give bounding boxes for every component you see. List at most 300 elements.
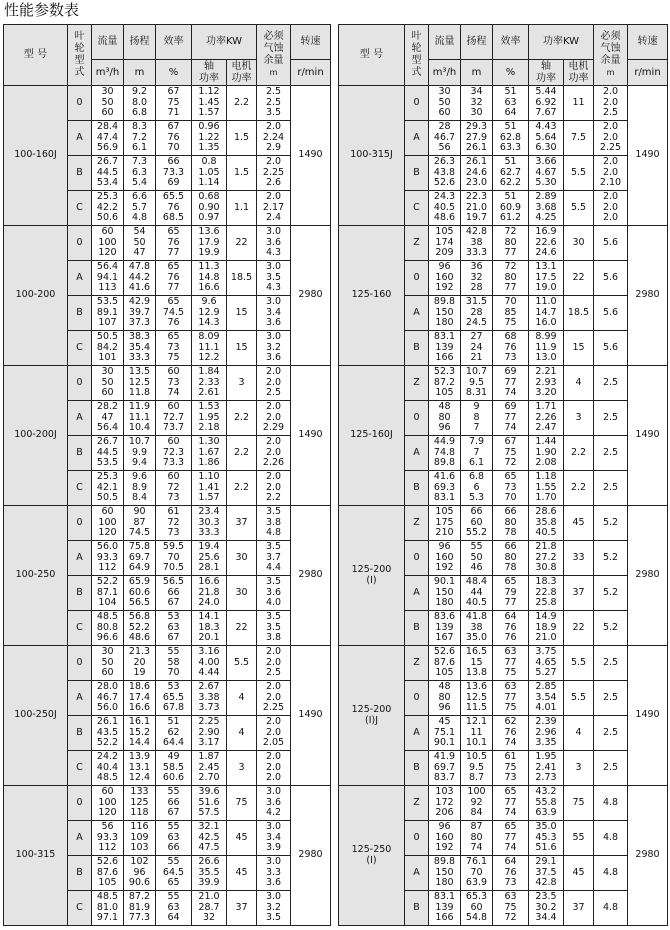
table-row	[339, 506, 668, 541]
npsh-cell: 3.0 3.6 4.2	[257, 786, 291, 821]
efficiency-cell: 66 73.3 69	[156, 156, 192, 191]
npsh-cell: 2.0 2.0 2.10	[594, 156, 628, 191]
head-cell: 65.3 60 54.8	[461, 891, 493, 926]
efficiency-cell: 51 62.7 62.2	[493, 156, 529, 191]
head-cell: 38.3 35.4 33.3	[124, 331, 156, 366]
npsh-cell: 3.5 3.7 4.4	[257, 541, 291, 576]
shaft-power-cell: 3.66 4.67 5.30	[529, 156, 564, 191]
head-cell: 48.4 44 40.5	[461, 576, 493, 611]
efficiency-cell: 72 80 77	[493, 226, 529, 261]
speed-cell: 2980	[291, 506, 331, 646]
shaft-power-cell: 8.99 11.9 13.0	[529, 331, 564, 366]
npsh-cell: 2.5	[594, 716, 628, 751]
speed-cell: 1490	[291, 646, 331, 786]
shaft-power-cell: 14.1 18.3 20.1	[192, 611, 227, 646]
shaft-power-cell: 43.2 55.8 63.9	[529, 786, 564, 821]
npsh-cell: 2.5	[594, 646, 628, 681]
motor-power-cell: 3	[227, 751, 257, 786]
performance-table-left	[3, 24, 331, 926]
flow-cell: 30 50 60	[92, 86, 124, 121]
shaft-power-cell: 26.6 35.5 39.9	[192, 856, 227, 891]
model-cell: 125-160	[339, 226, 405, 366]
header-head-unit-r: m	[461, 60, 493, 86]
motor-power-cell: 2.2	[227, 86, 257, 121]
shaft-power-cell: 21.0 28.7 32	[192, 891, 227, 926]
header-efficiency: 效率	[156, 25, 192, 60]
efficiency-cell: 55 63 66	[156, 821, 192, 856]
header-npsh-unit: m	[269, 68, 278, 77]
motor-power-cell: 7.5	[564, 121, 594, 156]
motor-power-cell: 5.5	[564, 156, 594, 191]
header-efficiency-r: 效率	[493, 25, 529, 60]
table-body-right	[339, 86, 668, 926]
model-cell: 125-200 (Ⅰ)J	[339, 646, 405, 786]
shaft-power-cell: 8.09 11.1 12.2	[192, 331, 227, 366]
flow-cell: 105 174 209	[429, 226, 461, 261]
shaft-power-cell: 39.6 51.6 57.5	[192, 786, 227, 821]
header-power: 功率KW	[192, 25, 257, 60]
shaft-power-cell: 5.44 6.92 7.67	[529, 86, 564, 121]
header-flow-r: 流量	[429, 25, 461, 60]
flow-cell: 25.3 42.2 50.6	[92, 191, 124, 226]
speed-cell: 2980	[628, 786, 668, 926]
flow-cell: 30 50 60	[92, 366, 124, 401]
motor-power-cell: 2.2	[564, 436, 594, 471]
efficiency-cell: 65 77 74	[493, 821, 529, 856]
motor-power-cell: 75	[227, 786, 257, 821]
table-row	[4, 786, 331, 821]
efficiency-cell: 61 75 73	[493, 751, 529, 786]
impeller-cell: 0	[68, 226, 92, 261]
flow-cell: 26.7 44.5 53.5	[92, 436, 124, 471]
npsh-cell: 2.0 2.0 2.25	[594, 121, 628, 156]
npsh-cell: 5.6	[594, 226, 628, 261]
flow-cell: 83.6 139 167	[429, 611, 461, 646]
npsh-cell: 3.0 3.2 3.5	[257, 891, 291, 926]
impeller-cell: B	[405, 156, 429, 191]
shaft-power-cell: 4.43 5.64 6.30	[529, 121, 564, 156]
impeller-cell: B	[405, 331, 429, 366]
shaft-power-cell: 0.68 0.90 0.97	[192, 191, 227, 226]
npsh-cell: 3.0 3.6 4.3	[257, 226, 291, 261]
impeller-cell: C	[68, 611, 92, 646]
flow-cell: 44.9 74.8 89.8	[429, 436, 461, 471]
head-cell: 16.5 15 13.8	[461, 646, 493, 681]
head-cell: 7.9 7 6.1	[461, 436, 493, 471]
motor-power-cell: 1.5	[227, 121, 257, 156]
speed-cell: 2980	[628, 226, 668, 366]
efficiency-cell: 60 73 74	[156, 366, 192, 401]
head-cell: 12.1 11 10.1	[461, 716, 493, 751]
impeller-cell: A	[68, 821, 92, 856]
motor-power-cell: 4	[227, 716, 257, 751]
flow-cell: 28.0 46.7 56.0	[92, 681, 124, 716]
efficiency-cell: 70 85 75	[493, 296, 529, 331]
efficiency-cell: 53 65.5 67.8	[156, 681, 192, 716]
flow-cell: 50.5 84.2 101	[92, 331, 124, 366]
table-row	[4, 366, 331, 401]
efficiency-cell: 56.5 66 67	[156, 576, 192, 611]
motor-power-cell: 30	[227, 576, 257, 611]
impeller-cell: C	[68, 191, 92, 226]
table-row	[339, 646, 668, 681]
npsh-cell: 2.0 2.17 2.4	[257, 191, 291, 226]
motor-power-cell: 37	[227, 506, 257, 541]
head-cell: 21.3 20 19	[124, 646, 156, 681]
model-cell: 100-250J	[4, 646, 68, 786]
head-cell: 9.2 8.0 6.8	[124, 86, 156, 121]
shaft-power-cell: 14.9 18.9 21.0	[529, 611, 564, 646]
header-speed-r: 转速	[628, 25, 668, 60]
head-cell: 75.8 69.7 64.9	[124, 541, 156, 576]
impeller-cell: C	[68, 891, 92, 926]
impeller-cell: 0	[68, 366, 92, 401]
header-head: 扬程	[124, 25, 156, 60]
model-cell: 100-200	[4, 226, 68, 366]
model-cell: 100-315	[4, 786, 68, 926]
npsh-cell: 2.5	[594, 366, 628, 401]
speed-cell: 1490	[291, 86, 331, 226]
flow-cell: 30 50 60	[92, 646, 124, 681]
motor-power-cell: 22	[227, 611, 257, 646]
efficiency-cell: 55 58 70	[156, 646, 192, 681]
model-cell: 100-160J	[4, 86, 68, 226]
flow-cell: 26.3 43.8 52.6	[429, 156, 461, 191]
impeller-cell: B	[405, 751, 429, 786]
npsh-cell: 3.0 3.4 3.9	[257, 821, 291, 856]
shaft-power-cell: 1.53 1.95 2.18	[192, 401, 227, 436]
header-speed-unit: r/min	[291, 60, 331, 86]
npsh-cell: 2.0 2.0 2.2	[257, 471, 291, 506]
efficiency-cell: 60 72.7 73.7	[156, 401, 192, 436]
npsh-cell: 3.5 3.8 4.8	[257, 506, 291, 541]
speed-cell: 1490	[291, 366, 331, 506]
speed-cell: 2980	[628, 506, 668, 646]
shaft-power-cell: 29.1 37.5 42.8	[529, 856, 564, 891]
efficiency-cell: 65 73 70	[493, 471, 529, 506]
impeller-cell: B	[68, 296, 92, 331]
motor-power-cell: 15	[564, 331, 594, 366]
impeller-cell: Z	[405, 366, 429, 401]
impeller-cell: 0	[405, 541, 429, 576]
table-row	[339, 86, 668, 121]
header-speed: 转速	[291, 25, 331, 60]
efficiency-cell: 69 77 74	[493, 366, 529, 401]
flow-cell: 89.8 150 180	[429, 856, 461, 891]
head-cell: 18.6 17.4 16.6	[124, 681, 156, 716]
head-cell: 10.7 9.9 9.4	[124, 436, 156, 471]
npsh-cell: 4.8	[594, 786, 628, 821]
head-cell: 133 125 118	[124, 786, 156, 821]
impeller-cell: Z	[405, 786, 429, 821]
header-npsh	[257, 25, 291, 86]
speed-cell: 2980	[291, 226, 331, 366]
efficiency-cell: 66 80 78	[493, 541, 529, 576]
npsh-cell: 5.2	[594, 541, 628, 576]
header-flow: 流量	[92, 25, 124, 60]
npsh-cell: 2.0 2.0 2.5	[257, 366, 291, 401]
shaft-power-cell: 19.4 25.6 28.1	[192, 541, 227, 576]
flow-cell: 25.3 42.1 50.5	[92, 471, 124, 506]
shaft-power-cell: 1.10 1.41 1.57	[192, 471, 227, 506]
table-row	[4, 86, 331, 121]
speed-cell: 1490	[628, 646, 668, 786]
motor-power-cell: 45	[564, 506, 594, 541]
motor-power-cell: 3	[564, 401, 594, 436]
efficiency-cell: 55 64.5 65	[156, 856, 192, 891]
impeller-cell: A	[405, 121, 429, 156]
impeller-cell: B	[68, 716, 92, 751]
flow-cell: 45 75.1 90.1	[429, 716, 461, 751]
npsh-cell: 5.2	[594, 611, 628, 646]
header-impeller-r: 叶 轮 型 式	[405, 25, 429, 86]
motor-power-cell: 22	[564, 261, 594, 296]
flow-cell: 48 80 96	[429, 401, 461, 436]
header-shaft-power-r: 轴 功率	[529, 60, 564, 86]
flow-cell: 28 46.7 56	[429, 121, 461, 156]
shaft-power-cell: 23.4 30.3 33.3	[192, 506, 227, 541]
head-cell: 26.1 24.6 23.0	[461, 156, 493, 191]
motor-power-cell: 5.5	[564, 681, 594, 716]
impeller-cell: A	[68, 261, 92, 296]
header-eff-unit-r: %	[493, 60, 529, 86]
table-row	[4, 226, 331, 261]
shaft-power-cell: 2.39 2.96 3.35	[529, 716, 564, 751]
head-cell: 42.9 39.7 37.3	[124, 296, 156, 331]
npsh-cell: 2.0 2.0 2.05	[257, 716, 291, 751]
speed-cell: 2980	[291, 786, 331, 926]
npsh-cell: 2.0 2.0 2.0	[257, 751, 291, 786]
header-motor-power-r: 电机 功率	[564, 60, 594, 86]
motor-power-cell: 1.1	[227, 191, 257, 226]
flow-cell: 52.6 87.6 105	[92, 856, 124, 891]
head-cell: 9 8 7	[461, 401, 493, 436]
head-cell: 87 80 74	[461, 821, 493, 856]
efficiency-cell: 60 72 73	[156, 471, 192, 506]
table-row	[339, 366, 668, 401]
head-cell: 22.3 21.0 19.7	[461, 191, 493, 226]
motor-power-cell: 4	[227, 681, 257, 716]
flow-cell: 41.9 69.7 83.7	[429, 751, 461, 786]
page-title: 性能参数表	[4, 1, 80, 19]
table-row	[339, 786, 668, 821]
efficiency-cell: 51 62.8 63.3	[493, 121, 529, 156]
impeller-cell: B	[405, 891, 429, 926]
efficiency-cell: 51 62 64.4	[156, 716, 192, 751]
flow-cell: 103 172 206	[429, 786, 461, 821]
impeller-cell: A	[68, 121, 92, 156]
flow-cell: 96 160 192	[429, 821, 461, 856]
flow-cell: 60 100 120	[92, 506, 124, 541]
flow-cell: 56.0 93.3 112	[92, 541, 124, 576]
motor-power-cell: 5.5	[227, 646, 257, 681]
efficiency-cell: 53 63 67	[156, 611, 192, 646]
head-cell: 29.3 27.9 26.1	[461, 121, 493, 156]
motor-power-cell: 18.5	[227, 261, 257, 296]
efficiency-cell: 51 60.9 61.2	[493, 191, 529, 226]
shaft-power-cell: 2.85 3.54 4.01	[529, 681, 564, 716]
head-cell: 66 60 55.2	[461, 506, 493, 541]
head-cell: 13.9 13.1 12.4	[124, 751, 156, 786]
head-cell: 16.1 15.2 14.4	[124, 716, 156, 751]
npsh-cell: 5.6	[594, 296, 628, 331]
impeller-cell: A	[68, 541, 92, 576]
header-npsh-label: 必须 气蚀 余量	[263, 31, 284, 66]
performance-table-right	[338, 24, 668, 926]
motor-power-cell: 37	[564, 576, 594, 611]
head-cell: 8.3 7.2 6.1	[124, 121, 156, 156]
shaft-power-cell: 1.44 1.90 2.08	[529, 436, 564, 471]
efficiency-cell: 64 76 76	[493, 611, 529, 646]
motor-power-cell: 2.2	[227, 401, 257, 436]
motor-power-cell: 2.2	[227, 436, 257, 471]
npsh-cell: 2.0 2.0 2.5	[257, 646, 291, 681]
npsh-cell: 3.0 3.3 3.6	[257, 856, 291, 891]
shaft-power-cell: 3.16 4.00 4.44	[192, 646, 227, 681]
flow-cell: 28.4 47.4 56.9	[92, 121, 124, 156]
efficiency-cell: 67 76 70	[156, 121, 192, 156]
shaft-power-cell: 1.30 1.67 1.86	[192, 436, 227, 471]
head-cell: 54 50 47	[124, 226, 156, 261]
shaft-power-cell: 18.3 22.8 25.8	[529, 576, 564, 611]
efficiency-cell: 65 77 74	[493, 786, 529, 821]
shaft-power-cell: 2.67 3.38 3.73	[192, 681, 227, 716]
impeller-cell: 0	[68, 506, 92, 541]
npsh-cell: 2.5	[594, 751, 628, 786]
impeller-cell: A	[405, 856, 429, 891]
shaft-power-cell: 23.5 30.2 34.4	[529, 891, 564, 926]
flow-cell: 56.4 94.1 113	[92, 261, 124, 296]
shaft-power-cell: 28.6 35.8 40.5	[529, 506, 564, 541]
shaft-power-cell: 9.6 12.9 14.3	[192, 296, 227, 331]
npsh-cell: 2.0 2.0 2.5	[594, 86, 628, 121]
table-row	[4, 646, 331, 681]
efficiency-cell: 68 76 73	[493, 331, 529, 366]
efficiency-cell: 62 76 74	[493, 716, 529, 751]
motor-power-cell: 18.5	[564, 296, 594, 331]
flow-cell: 28.2 47 56.4	[92, 401, 124, 436]
head-cell: 13.5 12.5 11.8	[124, 366, 156, 401]
impeller-cell: A	[405, 716, 429, 751]
head-cell: 102 96 90.6	[124, 856, 156, 891]
efficiency-cell: 61 72 73	[156, 506, 192, 541]
efficiency-cell: 65 76 77	[156, 261, 192, 296]
shaft-power-cell: 3.75 4.65 5.27	[529, 646, 564, 681]
shaft-power-cell: 13.6 17.9 19.9	[192, 226, 227, 261]
motor-power-cell: 22	[227, 226, 257, 261]
head-cell: 42.8 38 33.3	[461, 226, 493, 261]
impeller-cell: B	[68, 436, 92, 471]
flow-cell: 60 100 120	[92, 786, 124, 821]
flow-cell: 60 100 120	[92, 226, 124, 261]
flow-cell: 96 160 192	[429, 261, 461, 296]
efficiency-cell: 65 79 77	[493, 576, 529, 611]
motor-power-cell: 45	[227, 821, 257, 856]
head-cell: 47.8 44.2 41.6	[124, 261, 156, 296]
impeller-cell: B	[68, 156, 92, 191]
shaft-power-cell: 11.3 14.8 16.6	[192, 261, 227, 296]
shaft-power-cell: 0.96 1.22 1.35	[192, 121, 227, 156]
model-cell: 125-200 (Ⅰ)	[339, 506, 405, 646]
header-power-r: 功率KW	[529, 25, 594, 60]
flow-cell: 24.2 40.4 48.5	[92, 751, 124, 786]
header-flow-unit: m³/h	[92, 60, 124, 86]
flow-cell: 83.1 139 166	[429, 891, 461, 926]
flow-cell: 52.3 87.2 105	[429, 366, 461, 401]
impeller-cell: A	[405, 576, 429, 611]
head-cell: 34 32 30	[461, 86, 493, 121]
table-body-left	[4, 86, 331, 926]
model-cell: 100-315J	[339, 86, 405, 226]
shaft-power-cell: 1.18 1.55 1.70	[529, 471, 564, 506]
npsh-cell: 4.8	[594, 891, 628, 926]
head-cell: 13.6 12.5 11.5	[461, 681, 493, 716]
speed-cell: 1490	[628, 86, 668, 226]
shaft-power-cell: 32.1 42.5 47.5	[192, 821, 227, 856]
motor-power-cell: 75	[564, 786, 594, 821]
shaft-power-cell: 13.1 17.5 19.0	[529, 261, 564, 296]
motor-power-cell: 45	[564, 856, 594, 891]
header-npsh-unit-r: m	[606, 68, 615, 77]
model-cell: 125-160J	[339, 366, 405, 506]
efficiency-cell: 67 75 71	[156, 86, 192, 121]
header-npsh-r	[594, 25, 628, 86]
npsh-cell: 2.5	[594, 471, 628, 506]
table-row	[4, 506, 331, 541]
impeller-cell: B	[405, 611, 429, 646]
impeller-cell: 0	[405, 261, 429, 296]
flow-cell: 90.1 150 180	[429, 576, 461, 611]
flow-cell: 26.1 43.5 52.2	[92, 716, 124, 751]
npsh-cell: 3.5 3.5 3.8	[257, 611, 291, 646]
motor-power-cell: 37	[564, 891, 594, 926]
head-cell: 9.6 8.9 8.4	[124, 471, 156, 506]
shaft-power-cell: 21.8 27.2 30.8	[529, 541, 564, 576]
shaft-power-cell: 1.84 2.33 2.61	[192, 366, 227, 401]
shaft-power-cell: 1.12 1.45 1.57	[192, 86, 227, 121]
npsh-cell: 3.0 3.4 3.6	[257, 296, 291, 331]
impeller-cell: 0	[68, 786, 92, 821]
npsh-cell: 5.2	[594, 576, 628, 611]
header-npsh-label-r: 必须 气蚀 余量	[600, 31, 621, 66]
head-cell: 36 32 28	[461, 261, 493, 296]
flow-cell: 105 175 210	[429, 506, 461, 541]
header-flow-unit-r: m³/h	[429, 60, 461, 86]
npsh-cell: 2.5	[594, 401, 628, 436]
impeller-cell: 0	[405, 681, 429, 716]
table-row	[339, 226, 668, 261]
header-eff-unit: %	[156, 60, 192, 86]
impeller-cell: Z	[405, 646, 429, 681]
motor-power-cell: 4	[564, 716, 594, 751]
model-cell: 100-250	[4, 506, 68, 646]
header-head-unit: m	[124, 60, 156, 86]
impeller-cell: 0	[405, 86, 429, 121]
motor-power-cell: 5.5	[564, 191, 594, 226]
impeller-cell: B	[68, 576, 92, 611]
flow-cell: 48 80 96	[429, 681, 461, 716]
head-cell: 65.9 60.6 56.5	[124, 576, 156, 611]
head-cell: 10.5 9.5 8.7	[461, 751, 493, 786]
shaft-power-cell: 1.71 2.26 2.47	[529, 401, 564, 436]
model-cell: 100-200J	[4, 366, 68, 506]
header-model-r: 型 号	[339, 25, 405, 86]
flow-cell: 56 93.3 112	[92, 821, 124, 856]
header-model: 型 号	[4, 25, 68, 86]
impeller-cell: 0	[68, 646, 92, 681]
shaft-power-cell: 1.87 2.45 2.70	[192, 751, 227, 786]
head-cell: 76.1 70 63.9	[461, 856, 493, 891]
